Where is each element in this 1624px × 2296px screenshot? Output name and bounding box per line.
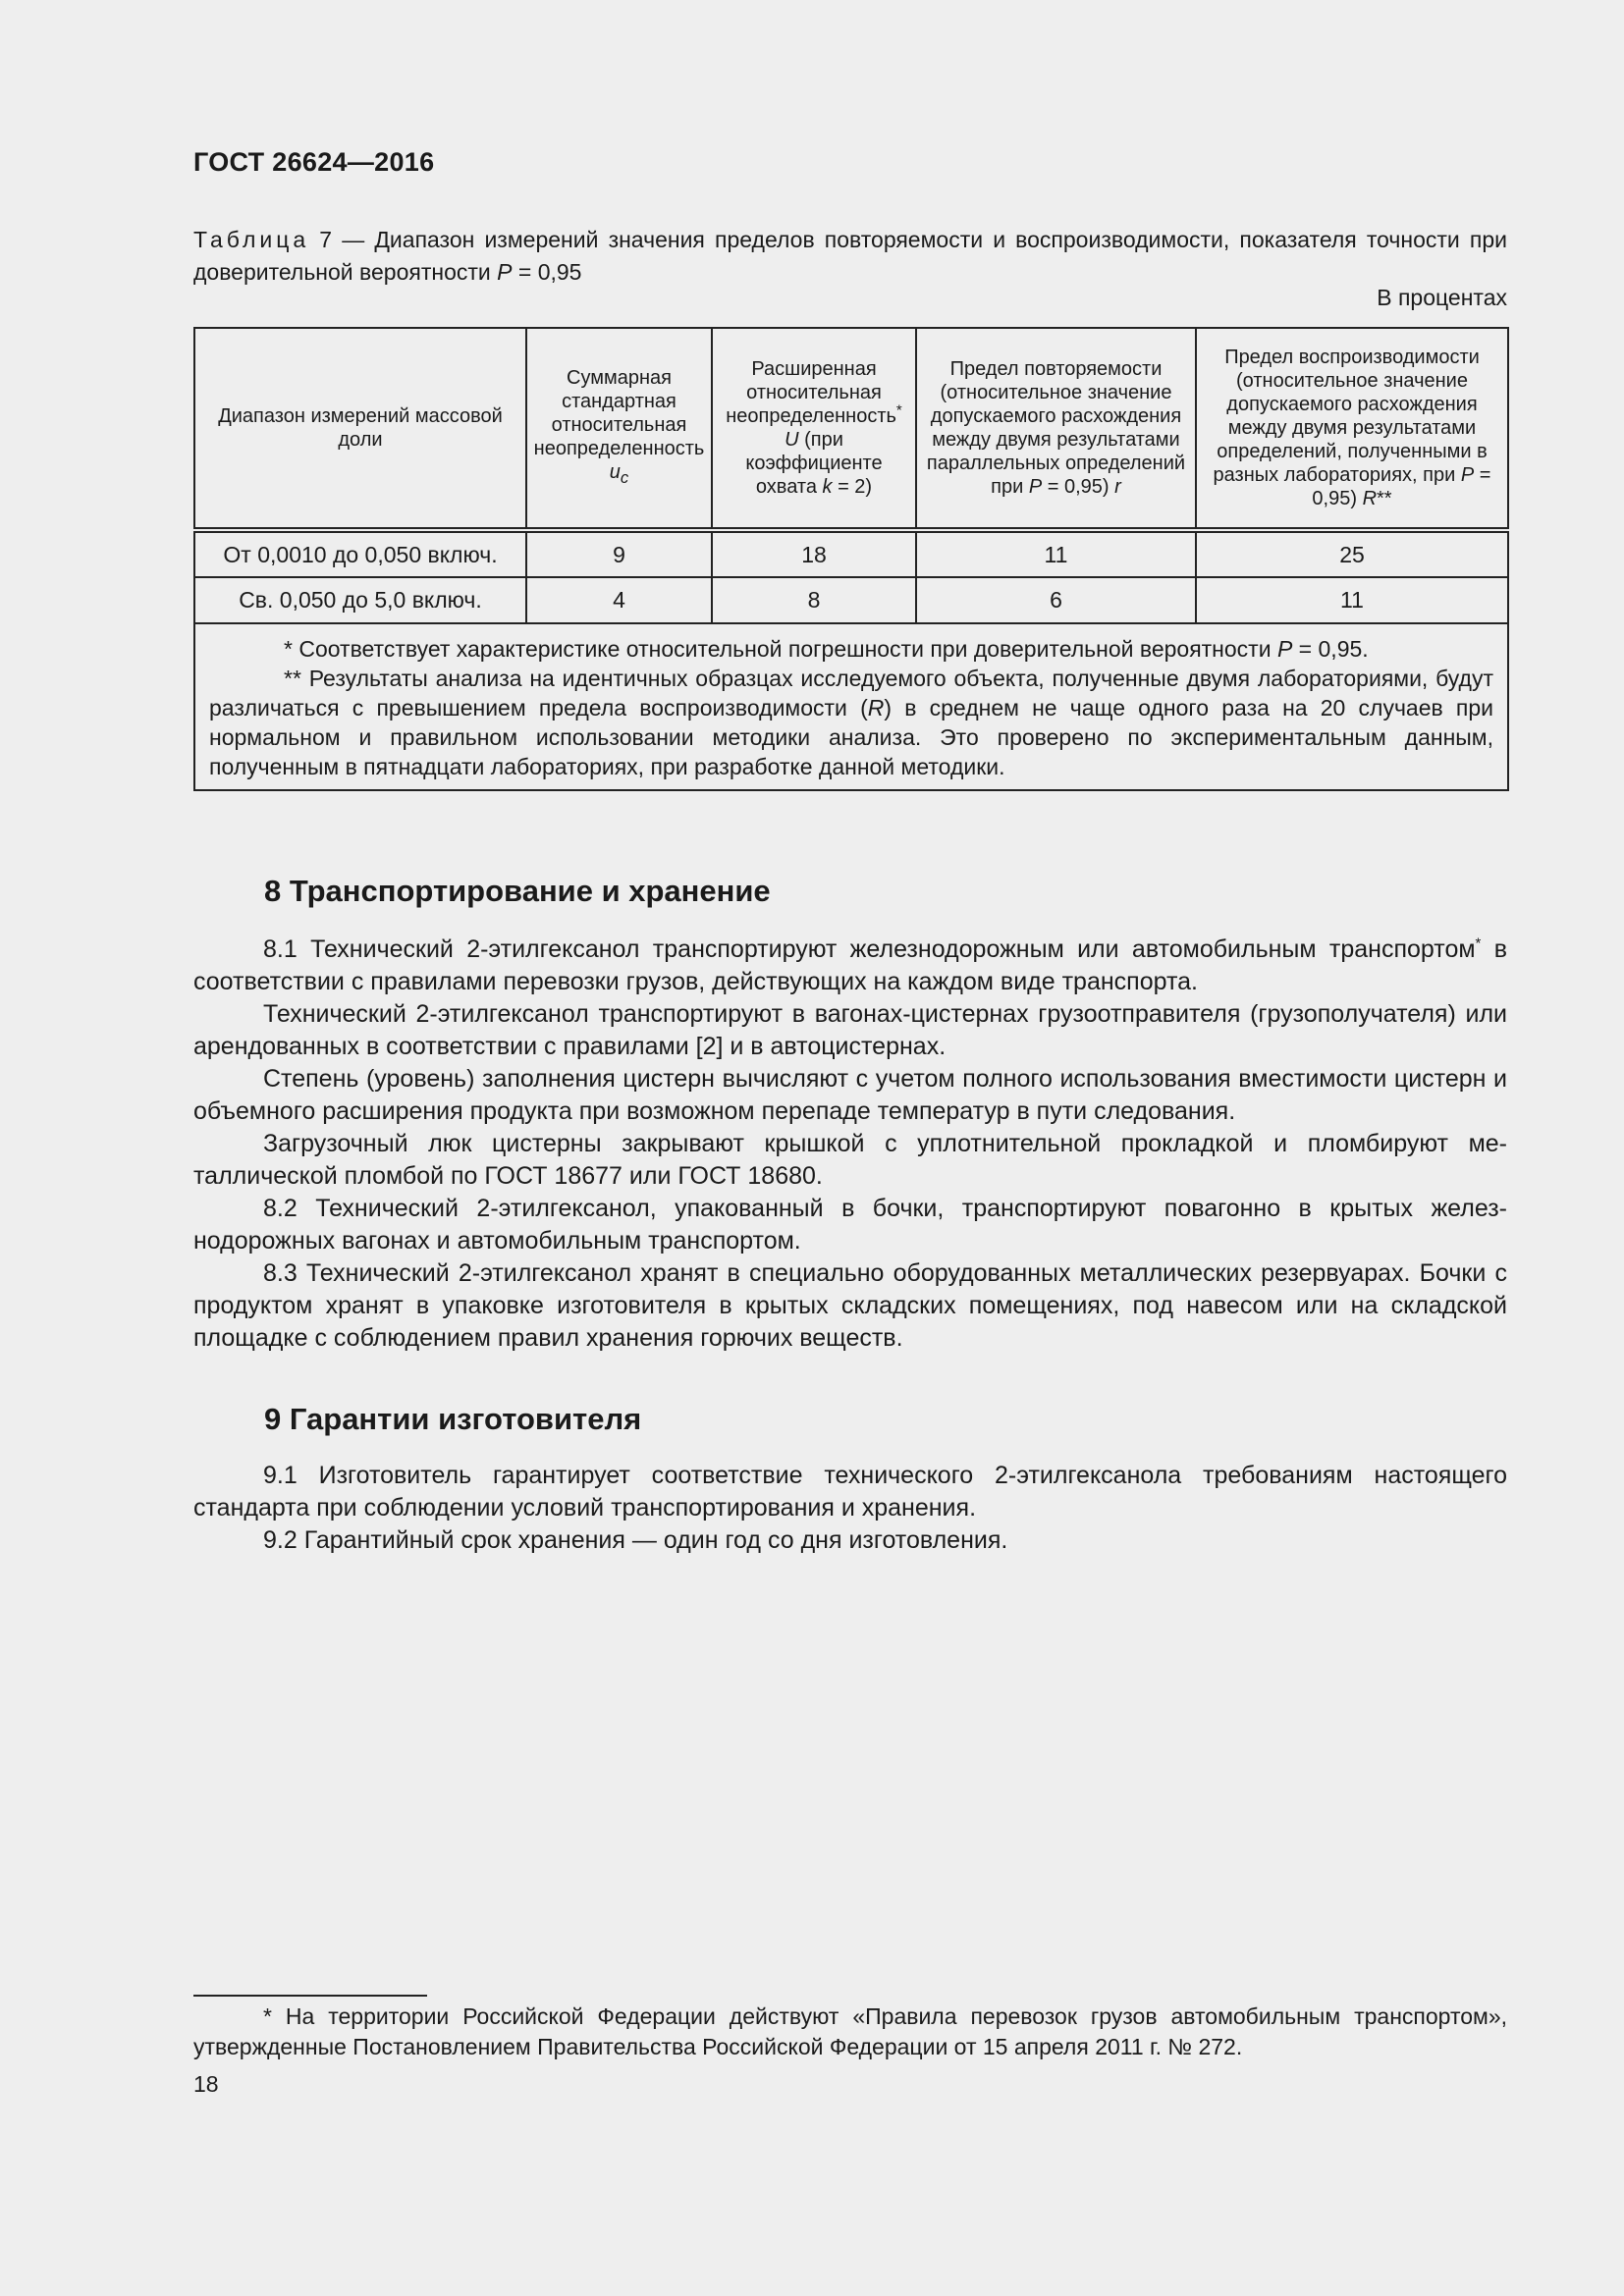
table-header-row [194, 328, 1508, 530]
paragraph: Технический 2-этилгексанол транспортируют в вагонах-цистернах грузоотправителя (грузополучателя) или арендованных в соответствии с правилами [2] и в автоцистернах. [193, 1000, 1507, 1060]
document-header: ГОСТ 26624—2016 [193, 147, 435, 177]
caption-label: Таблица [193, 227, 310, 252]
caption-end: = 0,95 [512, 259, 582, 285]
paragraph: Степень (уровень) заполнения цистерн вычисляют с учетом полного использования вместимости цистерн и объемного расширения продукта при возможном перепаде температур в пути следования. [193, 1065, 1507, 1125]
paragraph: 8.2 Технический 2-этилгексанол, упакованный в бочки, транспортируют повагонно в крытых железнодорожных вагонах и автомобильным транспортом. [193, 1195, 1507, 1255]
paragraph: 9.2 Гарантийный срок хранения — один год со дня изготовления. [263, 1526, 1008, 1554]
section-9-title: 9 Гарантии изготовителя [264, 1402, 642, 1436]
cell-U: 8 [712, 577, 916, 623]
cell-range: От 0,0010 до 0,050 включ. [194, 530, 526, 577]
note-2: ** Результаты анализа на идентичных образцах исследуемого объекта, полученные двумя лабораториями, будут различаться с превышением предела воспроизводимости (R) в среднем не чаще одного раза на 20 случаев при нормальном и правильном использовании методики анализа. Это проверено по экспериментальным данным, полученным в пятнадцати лабораториях, при разработке данной методики. [209, 666, 1493, 779]
cell-r: 6 [916, 577, 1196, 623]
header-repeatability: Предел повторяемости (относительное значение допускаемого расхождения между двумя результатами параллельных определений при P = 0,95) r [916, 328, 1196, 530]
units-label: В процентах [1377, 285, 1507, 310]
paragraph: 8.3 Технический 2-этилгексанол хранят в специально оборудованных металлических резервуарах. Бочки с продуктом хранят в упаковке изготовителя в крытых складских помещениях, под навесом или на складской площадке с соблюдением правил хранения горючих веществ. [193, 1259, 1507, 1352]
page-number: 18 [193, 2071, 219, 2097]
table-row [194, 577, 1508, 623]
cell-range: Св. 0,050 до 5,0 включ. [194, 577, 526, 623]
header-expanded-uncertainty: Расширенная относительная неопределенность* U (при коэффициенте охвата k = 2) [712, 328, 916, 530]
section-8-body [193, 934, 1507, 1355]
cell-R: 11 [1196, 577, 1508, 623]
document-page [193, 0, 1507, 2296]
footnote: * На территории Российской Федерации действуют «Правила перевозок грузов автомобильным транспортом», утвержденные Постановлением Правительства Российской Федерации от 15 апреля 2011 г. № 272. [193, 2003, 1507, 2059]
footnote-rule [193, 1995, 427, 1997]
note-1: * Соответствует характеристике относительной погрешности при доверительной вероятности P = 0,95. [284, 636, 1369, 662]
cell-u: 4 [526, 577, 712, 623]
cell-r: 11 [916, 530, 1196, 577]
section-9-body [193, 1460, 1507, 1557]
header-reproducibility: Предел воспроизводимости (относительное значение допускаемого расхождения между двумя результатами определений, полученными в разных лабораториях, при P = 0,95) R** [1196, 328, 1508, 530]
cell-U: 18 [712, 530, 916, 577]
paragraph: 8.1 Технический 2-этилгексанол транспортируют железнодорожным или автомобильным транспортом* в соответствии с правилами перевозки грузов, действующих на каждом виде транспорта. [193, 934, 1508, 995]
table-notes-row [194, 623, 1508, 790]
caption-var: P [497, 259, 513, 285]
table-7 [193, 327, 1509, 791]
header-standard-uncertainty: Суммарная стандартная относительная неопределенность $u_c$ [526, 328, 712, 530]
table-row [194, 530, 1508, 577]
paragraph: 9.1 Изготовитель гарантирует соответствие технического 2-этилгексанола требованиям настоящего стандарта при соблюдении условий транспортирования и хранения. [193, 1462, 1507, 1522]
header-range: Диапазон измерений массовой доли [194, 328, 526, 530]
caption-text: 7 — Диапазон измерений значения пределов повторяемости и воспроизводимости, показателя точности при доверительной вероятности [193, 227, 1507, 285]
table-caption [193, 224, 1507, 289]
paragraph: Загрузочный люк цистерны закрывают крышкой с уплотнительной прокладкой и пломбируют металлической пломбой по ГОСТ 18677 или ГОСТ 18680. [193, 1130, 1507, 1190]
table-notes [194, 623, 1508, 790]
section-8-title: 8 Транспортирование и хранение [264, 874, 771, 908]
cell-u: 9 [526, 530, 712, 577]
cell-R: 25 [1196, 530, 1508, 577]
